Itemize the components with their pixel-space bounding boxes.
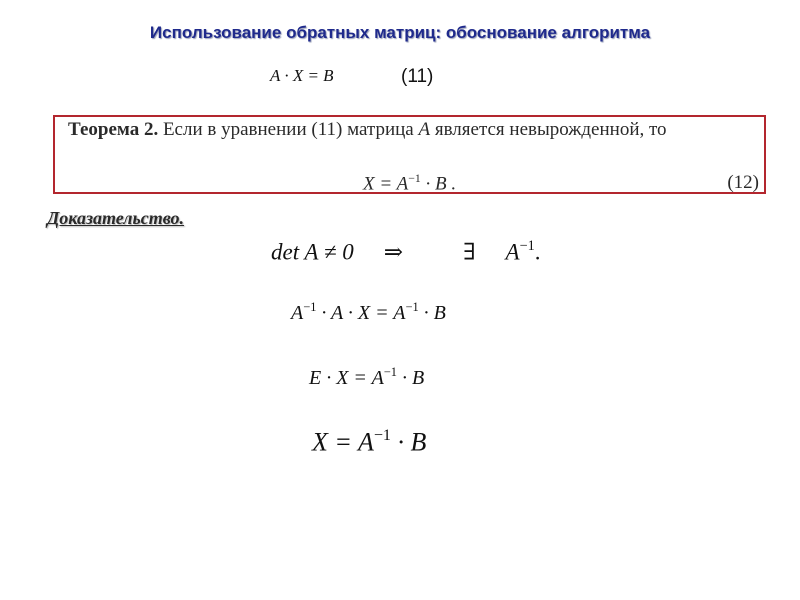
theorem-formula-sup: −1 (408, 172, 421, 185)
step2-part1: A (291, 302, 304, 325)
step4-sup1: −1 (373, 427, 391, 444)
slide-title: Использование обратных матриц: обоснование алгоритма (149, 23, 651, 42)
implies-symbol: ⇒ (383, 239, 403, 265)
step4-part1: X = A (312, 427, 374, 457)
step3-sup1: −1 (383, 365, 397, 379)
step2-part3: · B (418, 302, 446, 325)
theorem-statement (68, 119, 667, 141)
proof-step-1 (271, 238, 540, 265)
theorem-var: A (418, 119, 431, 140)
theorem-number: (12) (727, 172, 759, 193)
proof-step-2 (291, 300, 446, 325)
step2-part2: · A · X = A (316, 302, 406, 325)
step1-base: A (505, 239, 520, 265)
step4-part2: · B (390, 427, 427, 457)
step1-tail: . (534, 239, 541, 265)
theorem-formula-lhs: X = A (363, 173, 409, 194)
theorem-text-2: является невырожденной, то (430, 119, 667, 140)
proof-step-4 (312, 427, 426, 457)
step3-part2: · B (396, 367, 425, 390)
theorem-heading: Теорема 2. (68, 119, 159, 140)
step3-part1: E · X = A (309, 367, 384, 390)
theorem-text-1: Если в уравнении (11) матрица (158, 119, 419, 140)
exists-symbol: ∃ (462, 239, 476, 265)
proof-label: Доказательство. (47, 208, 185, 228)
step1-sup: −1 (519, 238, 535, 254)
proof-step-3 (309, 365, 424, 390)
step2-sup2: −1 (405, 300, 419, 314)
equation-11: A · X = B (270, 66, 334, 85)
step1-det: det A ≠ 0 (271, 239, 354, 265)
equation-11-number: (11) (401, 66, 434, 87)
theorem-formula-rhs: · B . (420, 173, 457, 194)
theorem-box (53, 115, 766, 194)
theorem-formula (363, 172, 456, 194)
step2-sup1: −1 (303, 300, 317, 314)
